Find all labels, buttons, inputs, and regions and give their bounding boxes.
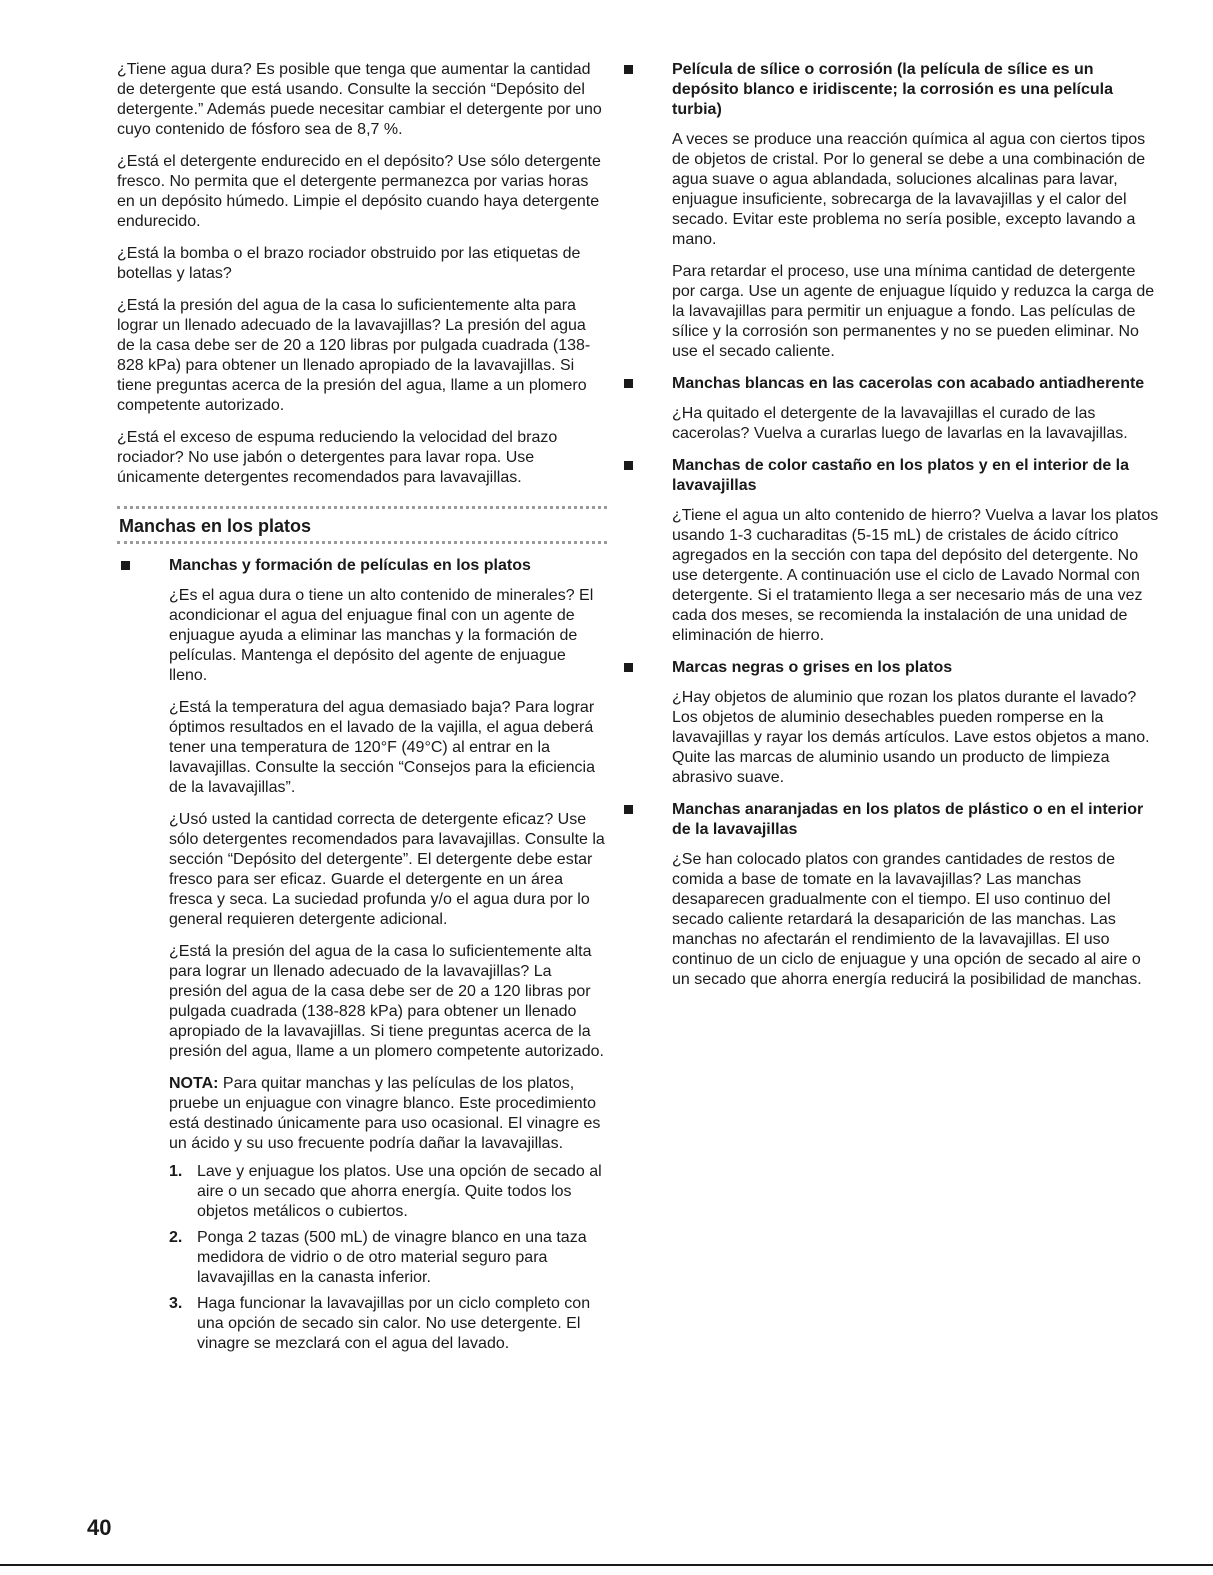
paragraph-excess-foam: ¿Está el exceso de espuma reduciendo la velocidad del brazo rociador? No use jabón o detergentes para lavar ropa. Use únicamente detergentes recomendados para lavavajillas. — [117, 429, 558, 486]
note-text: Para quitar manchas y las películas de los platos, pruebe un enjuague con vinagre blanco. Este procedimiento está destinado únicamente para uso ocasional. El vinagre es un ácido y su uso frecuente podría dañar la lavavajillas. — [169, 1075, 601, 1152]
bullet-square-icon — [624, 379, 633, 388]
steps-list — [169, 1162, 607, 1354]
paragraph-hard-water: ¿Tiene agua dura? Es posible que tenga que aumentar la cantidad de detergente que está usando. Consulte la sección “Depósito del detergente.” Además puede necesitar cambiar el detergente por uno cuyo contenido de fósforo sea de 8,7 %. — [117, 61, 602, 138]
paragraph-minerals: ¿Es el agua dura o tiene un alto contenido de minerales? El acondicionar el agua del enjuague final con un agente de enjuague ayuda a eliminar las manchas y la formación de películas. Mantenga el depósito del agente de enjuague lleno. — [169, 587, 594, 684]
list-item — [169, 1228, 607, 1288]
paragraph-temperature: ¿Está la temperatura del agua demasiado baja? Para lograr óptimos resultados en el lavado de la vajilla, el agua deberá tener una temperatura de 120°F (49°C) al entrar en la lavavajillas. Consulte la sección “Consejos para la eficiencia de la lavavajillas”. — [169, 699, 595, 796]
bullet-body — [620, 688, 1160, 788]
paragraph-aluminum: ¿Hay objetos de aluminio que rozan los platos durante el lavado? Los objetos de aluminio desechables pueden romperse en la lavavajillas y rayar los demás artículos. Lave estos objetos a mano. Quite las marcas de aluminio usando un producto de limpieza abrasivo suave. — [672, 689, 1150, 786]
bullet-heading-text: Manchas de color castaño en los platos y en el interior de la lavavajillas — [672, 457, 1130, 494]
step-text: Haga funcionar la lavavajillas por un ciclo completo con una opción de secado sin calor. No use detergente. El vinagre se mezclará con el agua del lavado. — [197, 1295, 591, 1352]
step-text: Ponga 2 tazas (500 mL) de vinagre blanco en una taza medidora de vidrio o de otro material seguro para lavavajillas en la canasta inferior. — [197, 1229, 587, 1286]
bullet-heading-text: Película de sílice o corrosión (la película de sílice es un depósito blanco e iridiscente; la corrosión es una película turbia) — [672, 61, 1113, 118]
paragraph-tomato: ¿Se han colocado platos con grandes cantidades de restos de comida a base de tomate en la lavavajillas? Las manchas desaparecen gradualmente con el tiempo. El uso continuo del secado caliente retardará la desaparición de las manchas. Las manchas no afectarán el rendimiento de la lavavajillas. El uso continuo de un ciclo de enjuague y una opción de secado al aire o un secado que ahorra energía reducirá la posibilidad de manchas. — [672, 851, 1142, 988]
paragraph-nonstick: ¿Ha quitado el detergente de la lavavajillas el curado de las cacerolas? Vuelva a curarlas luego de lavarlas en la lavavajillas. — [672, 405, 1128, 442]
paragraph-water-pressure: ¿Está la presión del agua de la casa lo suficientemente alta para lograr un llenado adecuado de la lavavajillas? La presión del agua de la casa debe ser de 20 a 120 libras por pulgada cuadrada (138-828 kPa) para obtener un llenado apropiado de la lavavajillas. Si tiene preguntas acerca de la presión del agua, llame a un plomero competente autorizado. — [117, 297, 591, 414]
left-column — [117, 60, 607, 1360]
list-item — [169, 1162, 607, 1222]
step-number: 2. — [169, 1229, 183, 1246]
bullet-body — [620, 850, 1160, 990]
section-title: Manchas en los platos — [119, 516, 312, 536]
paragraph-water-pressure-2: ¿Está la presión del agua de la casa lo suficientemente alta para lograr un llenado adecuado de la lavavajillas? La presión del agua de la casa debe ser de 20 a 120 libras por pulgada cuadrada (138-828 kPa) para obtener un llenado apropiado de la lavavajillas. Si tiene preguntas acerca de la presión del agua, llame a un plomero competente autorizado. — [169, 943, 604, 1060]
bullet-square-icon — [624, 65, 633, 74]
paragraph-silica-2: Para retardar el proceso, use una mínima cantidad de detergente por carga. Use un agente de enjuague líquido y reduzca la carga de la lavavajillas para permitir un enjuague a fondo. Las películas de sílice y la corrosión son permanentes y no se pueden eliminar. No use el secado caliente. — [672, 263, 1155, 360]
bullet-square-icon — [624, 805, 633, 814]
note-label: NOTA: — [169, 1075, 219, 1092]
bullet-square-icon — [624, 663, 633, 672]
paragraph-detergent-amount: ¿Usó usted la cantidad correcta de detergente eficaz? Use sólo detergentes recomendados para lavavajillas. Consulte la sección “Depósito del detergente”. El detergente debe estar fresco para ser eficaz. Guarde el detergente en un área fresca y seca. La suciedad profunda y/o el agua dura por lo general requieren detergente adicional. — [169, 811, 605, 928]
note-paragraph — [169, 1074, 607, 1154]
right-column — [620, 60, 1160, 1002]
bullet-heading — [117, 556, 607, 576]
step-number: 3. — [169, 1295, 183, 1312]
section-header — [117, 506, 607, 544]
step-number: 1. — [169, 1163, 183, 1180]
bullet-heading — [620, 60, 1160, 120]
bullet-square-icon — [624, 461, 633, 470]
bullet-body — [620, 404, 1160, 444]
bullet-heading — [620, 800, 1160, 840]
bullet-heading-text: Manchas anaranjadas en los platos de plástico o en el interior de la lavavajillas — [672, 801, 1144, 838]
bullet-body — [117, 586, 607, 1354]
step-text: Lave y enjuague los platos. Use una opción de secado al aire o un secado que ahorra energía. Quite todos los objetos metálicos o cubiertos. — [197, 1163, 602, 1220]
bullet-heading — [620, 456, 1160, 496]
bullet-heading-text: Marcas negras o grises en los platos — [672, 659, 953, 676]
bullet-body — [620, 130, 1160, 362]
bullet-body — [620, 506, 1160, 646]
page-number: 40 — [87, 1515, 112, 1540]
bullet-heading — [620, 374, 1160, 394]
bullet-heading-text: Manchas blancas en las cacerolas con acabado antiadherente — [672, 375, 1145, 392]
paragraph-pump-blocked: ¿Está la bomba o el brazo rociador obstruido por las etiquetas de botellas y latas? — [117, 245, 581, 282]
bottom-rule — [0, 1564, 1213, 1566]
list-item — [169, 1294, 607, 1354]
paragraph-hardened-detergent: ¿Está el detergente endurecido en el depósito? Use sólo detergente fresco. No permita que el detergente permanezca por varias horas en un depósito húmedo. Limpie el depósito cuando haya detergente endurecido. — [117, 153, 601, 230]
bullet-square-icon — [121, 561, 130, 570]
bullet-heading-text: Manchas y formación de películas en los platos — [169, 557, 531, 574]
paragraph-iron: ¿Tiene el agua un alto contenido de hierro? Vuelva a lavar los platos usando 1-3 cucharaditas (5-15 mL) de cristales de ácido cítrico agregados en la sección con tapa del depósito del detergente. No use detergente. A continuación use el ciclo de Lavado Normal con detergente. Si el tratamiento llega a ser necesario más de una vez cada dos meses, se recomienda la instalación de una unidad de eliminación de hierro. — [672, 507, 1159, 644]
bullet-heading — [620, 658, 1160, 678]
paragraph-silica-1: A veces se produce una reacción química al agua con ciertos tipos de objetos de cristal. Por lo general se debe a una combinación de agua suave o agua ablandada, soluciones alcalinas para lavar, enjuague insuficiente, sobrecarga de la lavavajillas y el calor del secado. Evitar este problema no sería posible, excepto lavando a mano. — [672, 131, 1146, 248]
